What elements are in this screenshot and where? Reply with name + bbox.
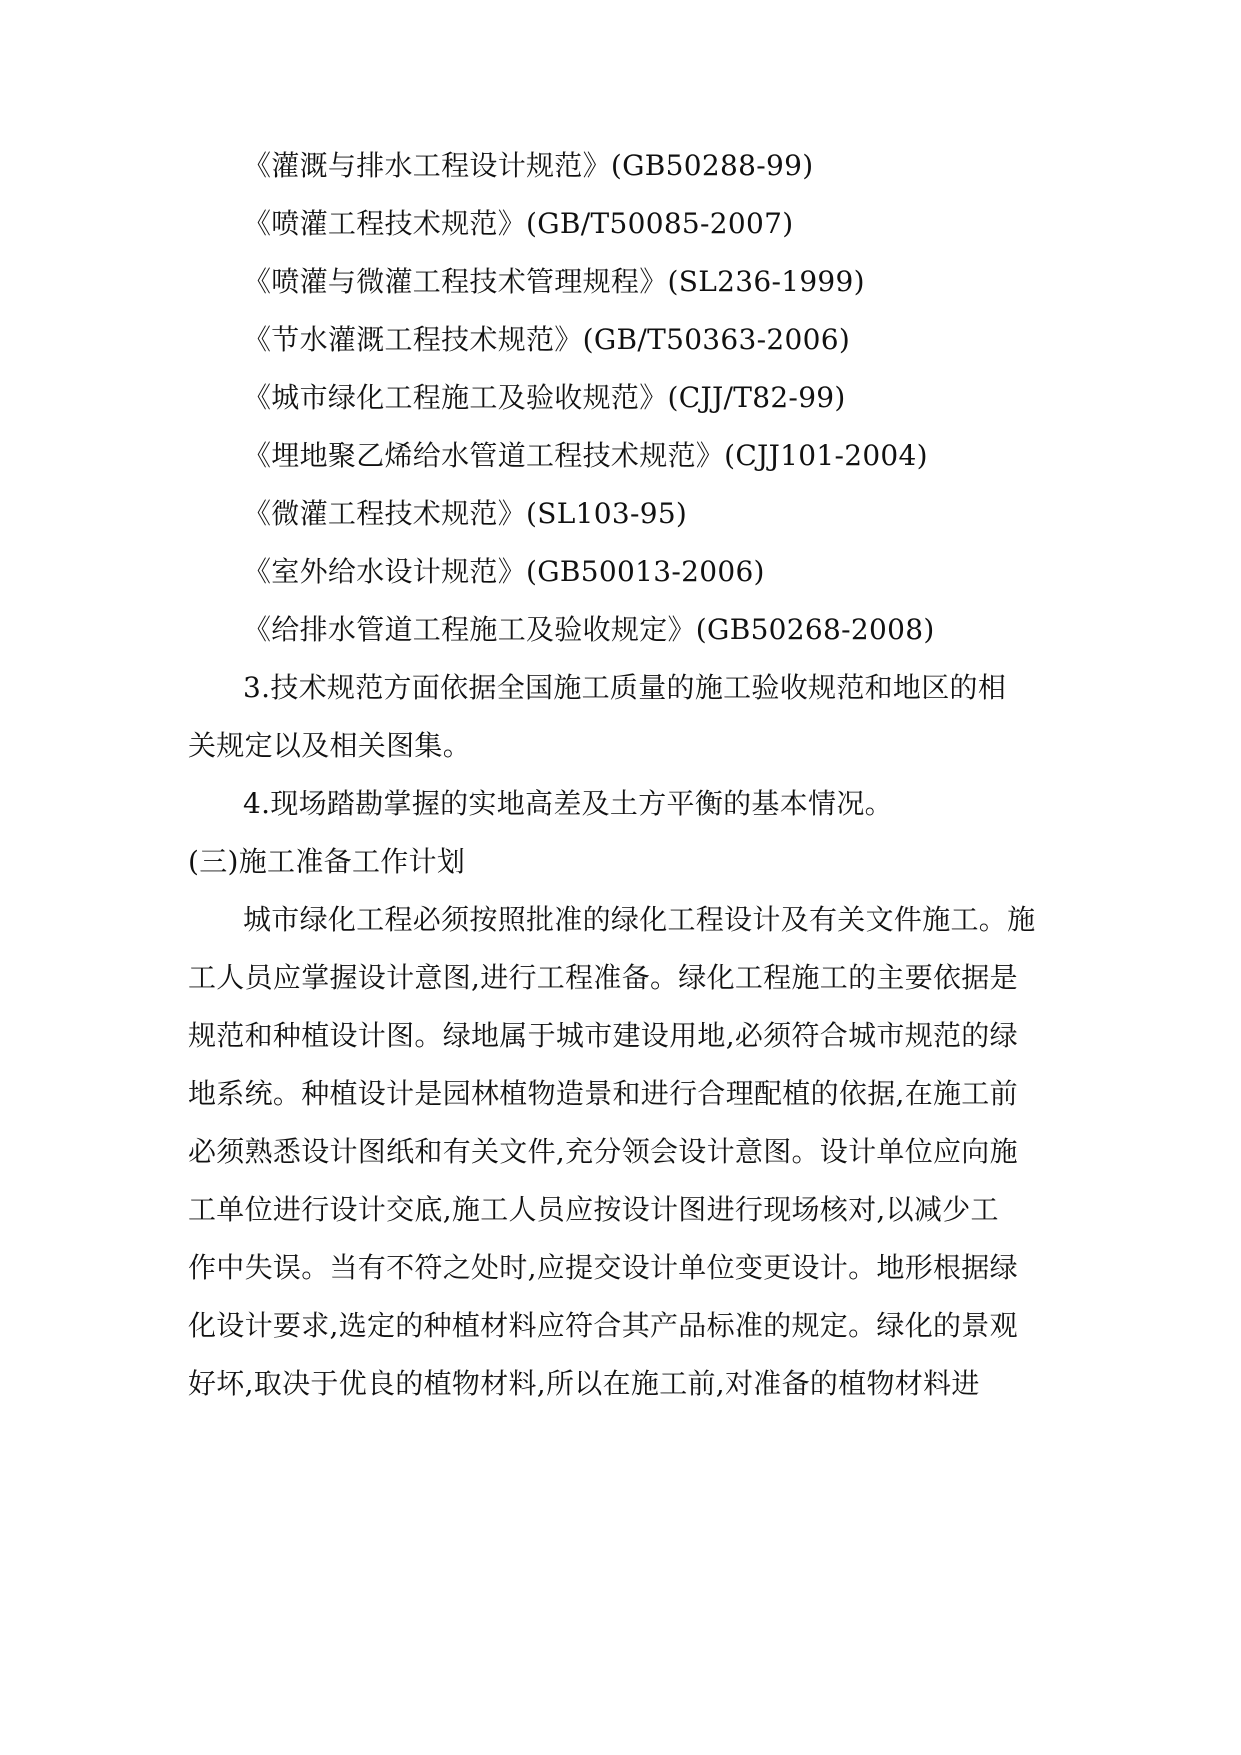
section-heading: (三)施工准备工作计划 — [188, 845, 466, 878]
standard-item: 《室外给水设计规范》(GB50013-2006) — [243, 555, 765, 588]
standard-item: 《城市绿化工程施工及验收规范》(CJJ/T82-99) — [243, 381, 846, 414]
body-line: 城市绿化工程必须按照批准的绿化工程设计及有关文件施工。施 — [243, 903, 1036, 936]
body-line: 好坏,取决于优良的植物材料,所以在施工前,对准备的植物材料进 — [188, 1367, 980, 1400]
standard-item: 《节水灌溉工程技术规范》(GB/T50363-2006) — [243, 323, 851, 356]
body-line: 规范和种植设计图。绿地属于城市建设用地,必须符合城市规范的绿 — [188, 1019, 1018, 1052]
item-3-line-1: 3.技术规范方面依据全国施工质量的施工验收规范和地区的相 — [243, 671, 1007, 704]
body-line: 必须熟悉设计图纸和有关文件,充分领会设计意图。设计单位应向施 — [188, 1135, 1018, 1168]
body-line: 化设计要求,选定的种植材料应符合其产品标准的规定。绿化的景观 — [188, 1309, 1018, 1342]
body-line: 工人员应掌握设计意图,进行工程准备。绿化工程施工的主要依据是 — [188, 961, 1018, 994]
item-4: 4.现场踏勘掌握的实地高差及土方平衡的基本情况。 — [243, 787, 893, 820]
item-3-line-2: 关规定以及相关图集。 — [188, 729, 472, 762]
standard-item: 《喷灌工程技术规范》(GB/T50085-2007) — [243, 207, 794, 240]
standard-item: 《给排水管道工程施工及验收规定》(GB50268-2008) — [243, 613, 935, 646]
body-line: 工单位进行设计交底,施工人员应按设计图进行现场核对,以减少工 — [188, 1193, 999, 1226]
standard-item: 《微灌工程技术规范》(SL103-95) — [243, 497, 688, 530]
standard-item: 《埋地聚乙烯给水管道工程技术规范》(CJJ101-2004) — [243, 439, 928, 472]
body-line: 作中失误。当有不符之处时,应提交设计单位变更设计。地形根据绿 — [188, 1251, 1018, 1284]
standard-item: 《喷灌与微灌工程技术管理规程》(SL236-1999) — [243, 265, 865, 298]
standard-item: 《灌溉与排水工程设计规范》(GB50288-99) — [243, 149, 814, 182]
body-line: 地系统。种植设计是园林植物造景和进行合理配植的依据,在施工前 — [188, 1077, 1018, 1110]
